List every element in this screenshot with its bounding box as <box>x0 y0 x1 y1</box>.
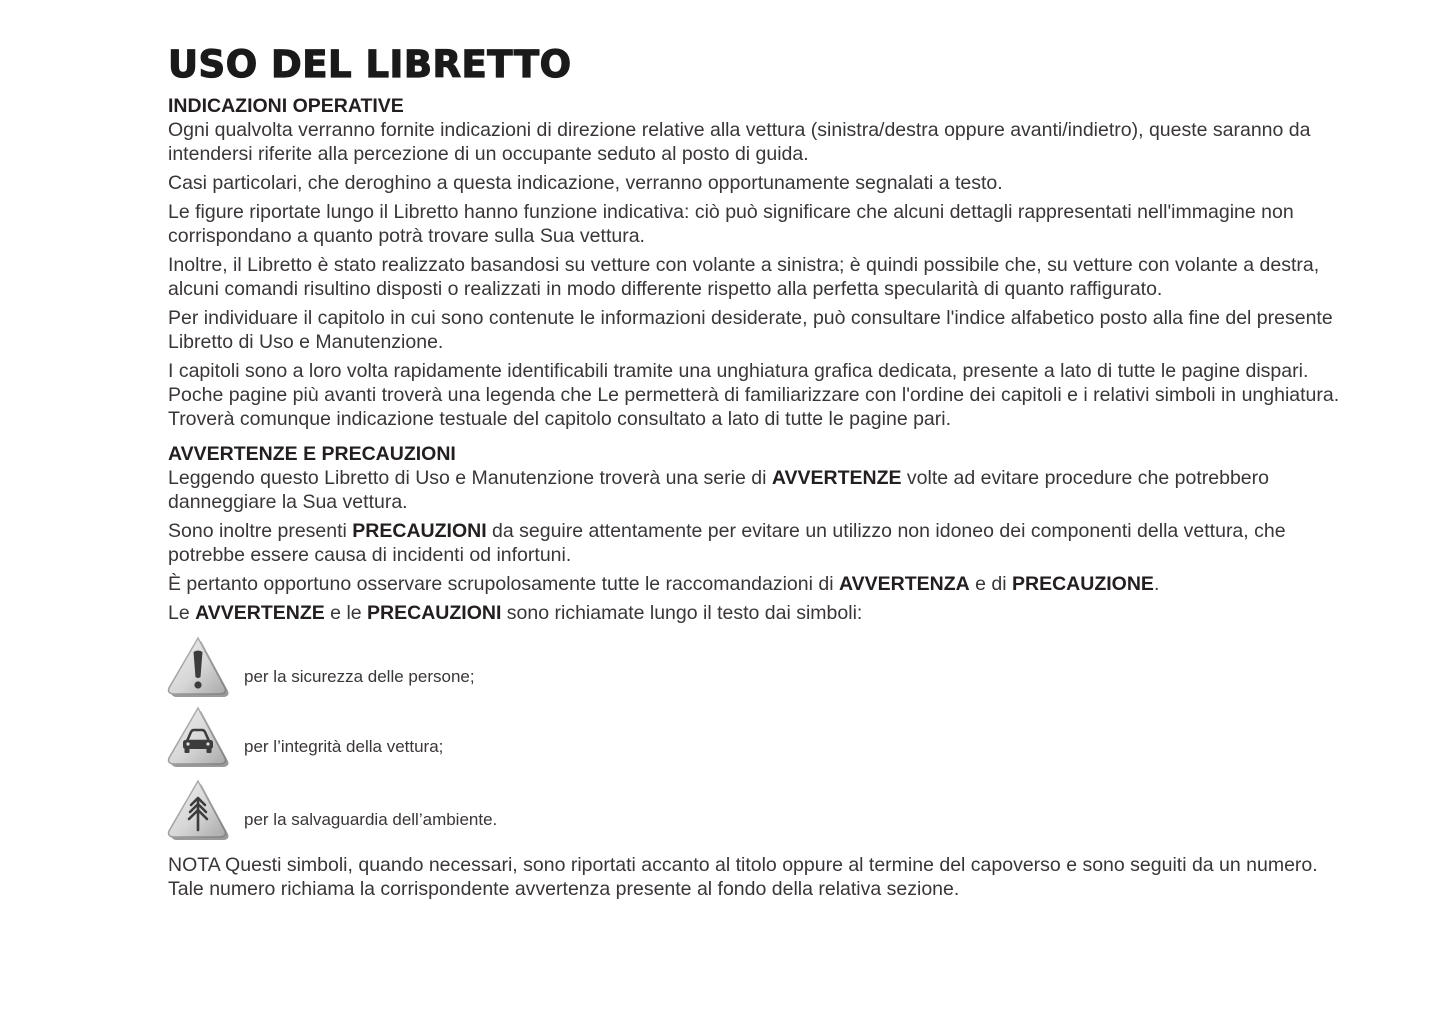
symbol-label: per la sicurezza delle persone; <box>244 667 475 686</box>
symbol-row-ambiente <box>168 775 1348 847</box>
paragraph: Le figure riportate lungo il Libretto hanno funzione indicativa: ciò può significare che alcuni dettagli rappresentati nell'immagine non corrispondano a quanto potrà trovare sulla Sua vettura. <box>168 201 1294 247</box>
paragraph-avvertenze: Leggendo questo Libretto di Uso e Manutenzione troverà una serie di AVVERTENZE volte ad evitare procedure che potrebbero danneggiare la Sua vettura. <box>168 467 1269 513</box>
bold-term: AVVERTENZE <box>771 467 902 489</box>
note-paragraph: NOTA Questi simboli, quando necessari, sono riportati accanto al titolo oppure al termine del capoverso e sono seguiti da un numero. Tale numero richiama la corrispondente avvertenza presente al fondo della relativa sezione. <box>168 854 1318 900</box>
section-heading-indicazioni: INDICAZIONI OPERATIVE <box>168 95 404 117</box>
paragraph: I capitoli sono a loro volta rapidamente identificabili tramite una unghiatura grafica dedicata, presente a lato di tutte le pagine dispari. Poche pagine più avanti troverà una legenda che Le permetterà di familiarizzare con l'ordine dei capitoli e i relativi simboli in unghiatura. Troverà comunque indicazione testuale del capitolo consultato a lato di tutte le pagine pari. <box>168 360 1340 430</box>
paragraph-raccomandazioni: È pertanto opportuno osservare scrupolosamente tutte le raccomandazioni di AVVERTENZA e di PRECAUZIONE. <box>168 573 1160 595</box>
bold-term: AVVERTENZA <box>838 573 970 595</box>
car-warning-icon <box>166 705 232 771</box>
section-heading-avvertenze: AVVERTENZE E PRECAUZIONI <box>168 443 456 465</box>
symbol-row-persone <box>168 635 1348 701</box>
paragraph-simboli: Le AVVERTENZE e le PRECAUZIONI sono richiamate lungo il testo dai simboli: <box>168 602 863 624</box>
bold-term: AVVERTENZE <box>195 602 325 624</box>
paragraph-precauzioni: Sono inoltre presenti PRECAUZIONI da seguire attentamente per evitare un utilizzo non idoneo dei componenti della vettura, che potrebbe essere causa di incidenti od infortuni. <box>168 520 1286 566</box>
symbol-label: per la salvaguardia dell’ambiente. <box>244 810 498 829</box>
paragraph: Ogni qualvolta verranno fornite indicazioni di direzione relative alla vettura (sinistra/destra oppure avanti/indietro), queste saranno da intendersi riferite alla percezione di un occupante seduto al posto di guida. <box>168 119 1311 165</box>
paragraph: Inoltre, il Libretto è stato realizzato basandosi su vetture con volante a sinistra; è quindi possibile che, su vetture con volante a destra, alcuni comandi risultino disposti o realizzati in modo differente rispetto alla perfetta specularità di quanto raffigurato. <box>168 254 1320 300</box>
exclamation-warning-icon <box>166 635 232 701</box>
symbol-label: per l’integrità della vettura; <box>244 737 444 756</box>
bold-term: PRECAUZIONE <box>1012 573 1154 595</box>
symbol-row-vettura <box>168 705 1348 771</box>
bold-term: PRECAUZIONI <box>367 602 502 624</box>
manual-page <box>168 40 1348 906</box>
bold-term: PRECAUZIONI <box>352 520 487 542</box>
tree-warning-icon <box>166 778 232 844</box>
symbol-legend <box>168 635 1348 847</box>
paragraph: Per individuare il capitolo in cui sono contenute le informazioni desiderate, può consultare l'indice alfabetico posto alla fine del presente Libretto di Uso e Manutenzione. <box>168 307 1333 353</box>
paragraph: Casi particolari, che deroghino a questa indicazione, verranno opportunamente segnalati a testo. <box>168 172 1003 194</box>
page-title: USO DEL LIBRETTO <box>168 43 572 86</box>
